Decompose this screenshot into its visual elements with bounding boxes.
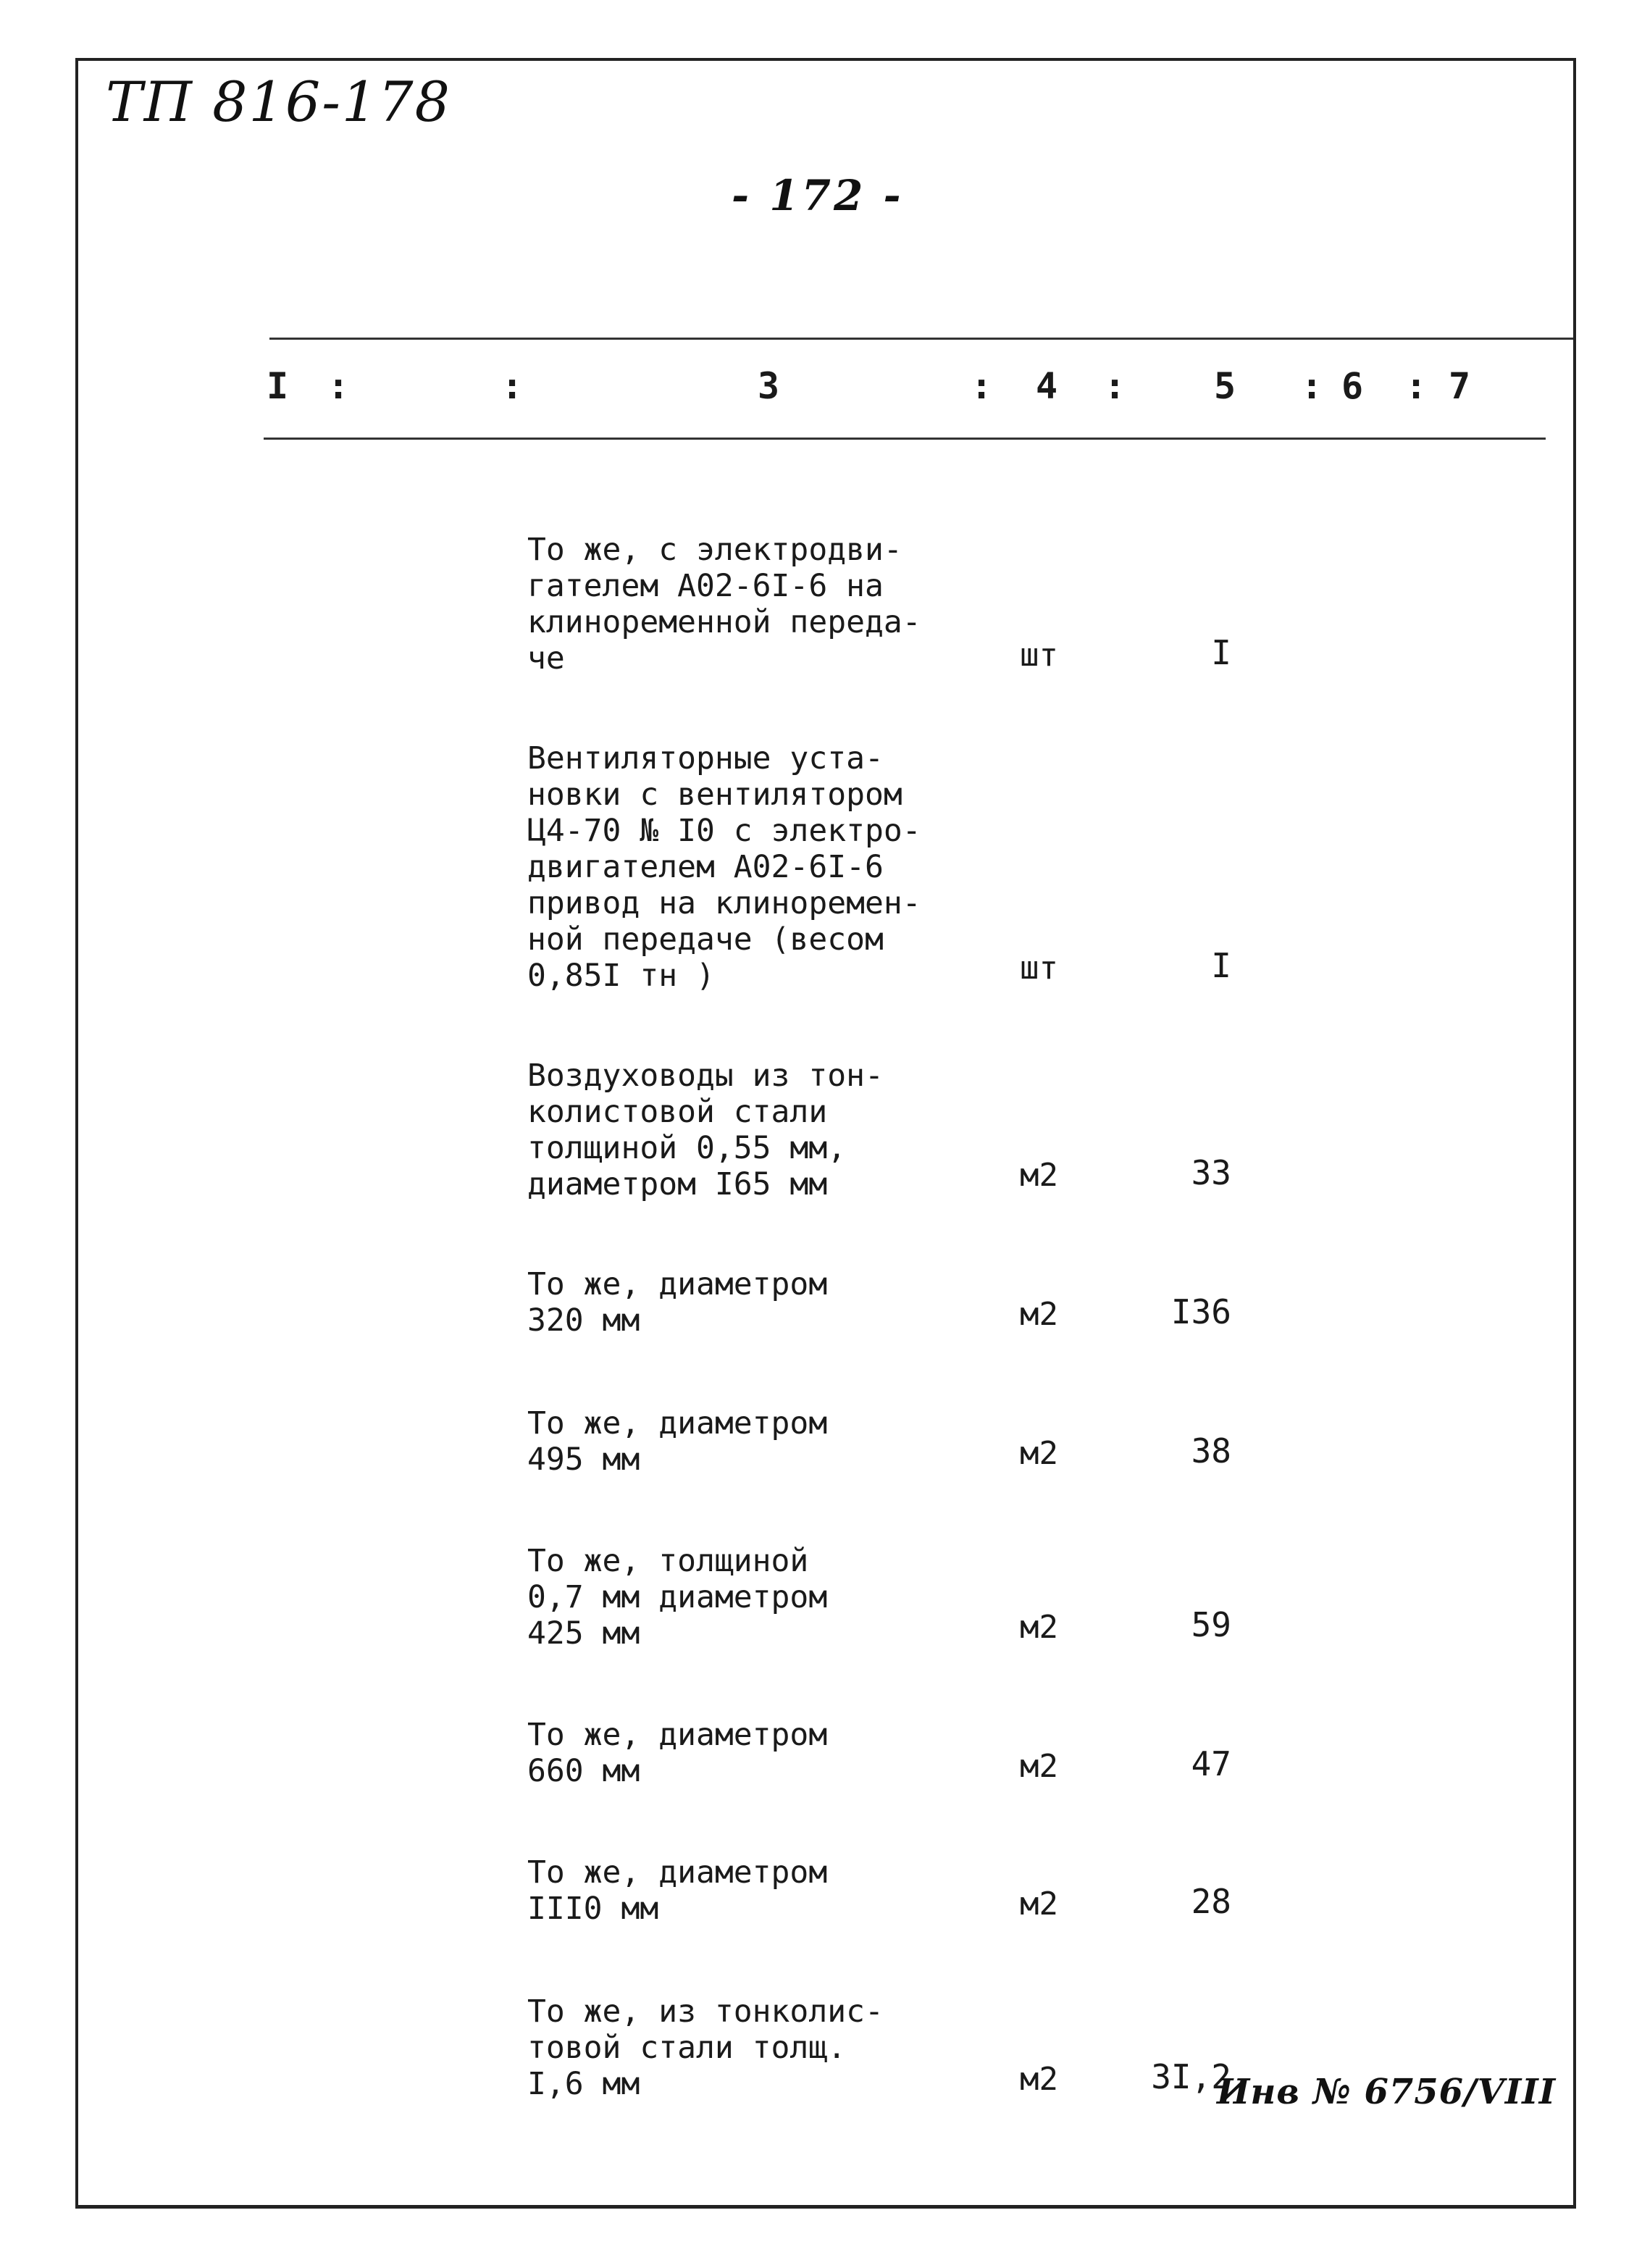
item-unit: м2 <box>1020 1886 1058 1922</box>
item-quantity: 59 <box>1191 1605 1231 1644</box>
item-description: То же, диаметром 660 мм <box>527 1717 828 1789</box>
column-header-7: 7 <box>1449 365 1471 407</box>
item-quantity: I <box>1211 633 1231 672</box>
frame-left-border <box>75 58 78 2206</box>
column-separator: : <box>1104 365 1126 407</box>
item-description: Вентиляторные уста- новки с вентилятором Ц4-70 № I0 с электро- двигателем А02-6I-6 привод на клиноремен- ной передаче (весом 0,85I тн ) <box>527 740 921 994</box>
inventory-number-stamp: Инв № 6756/VIII <box>1217 2072 1557 2112</box>
item-description: То же, диаметром 320 мм <box>527 1266 828 1339</box>
item-description: То же, диаметром 495 мм <box>527 1405 828 1478</box>
item-description: То же, толщиной 0,7 мм диаметром 425 мм <box>527 1543 828 1652</box>
item-quantity: I <box>1211 946 1231 985</box>
column-separator: : <box>1405 365 1428 407</box>
item-quantity: 33 <box>1191 1153 1231 1192</box>
document-code: ТП 816-178 <box>106 70 451 134</box>
column-header-6: 6 <box>1341 365 1364 407</box>
frame-top-border <box>75 58 1576 61</box>
column-header-1: I <box>267 365 289 407</box>
frame-right-border <box>1573 58 1576 2206</box>
item-unit: шт <box>1020 637 1058 674</box>
item-description: То же, диаметром III0 мм <box>527 1854 828 1927</box>
item-quantity: 28 <box>1191 1882 1231 1921</box>
item-quantity: 3I,2 <box>1151 2057 1231 2096</box>
table-header-bottom-rule <box>264 438 1546 440</box>
column-separator: : <box>327 365 350 407</box>
frame-bottom-border <box>75 2205 1576 2209</box>
item-unit: м2 <box>1020 1296 1058 1333</box>
item-unit: шт <box>1020 950 1058 987</box>
table-header-top-rule <box>269 338 1573 340</box>
item-unit: м2 <box>1020 1748 1058 1785</box>
column-header-5: 5 <box>1214 365 1236 407</box>
item-quantity: I36 <box>1170 1292 1231 1331</box>
column-header-4: 4 <box>1036 365 1058 407</box>
column-separator: : <box>971 365 993 407</box>
item-description: Воздуховоды из тон- колистовой стали толщиной 0,55 мм, диаметром I65 мм <box>527 1058 884 1202</box>
item-description: То же, с электродви- гателем А02-6I-6 на клиноременной переда- че <box>527 532 921 677</box>
item-unit: м2 <box>1020 1609 1058 1646</box>
column-separator: : <box>1301 365 1323 407</box>
column-separator: : <box>501 365 524 407</box>
column-header-3: 3 <box>758 365 780 407</box>
item-quantity: 47 <box>1191 1744 1231 1783</box>
item-quantity: 38 <box>1191 1431 1231 1470</box>
item-unit: м2 <box>1020 2061 1058 2098</box>
item-unit: м2 <box>1020 1435 1058 1472</box>
item-unit: м2 <box>1020 1157 1058 1194</box>
page-number: - 172 - <box>732 171 904 220</box>
item-description: То же, из тонколис- товой стали толщ. I,6 мм <box>527 1993 884 2102</box>
